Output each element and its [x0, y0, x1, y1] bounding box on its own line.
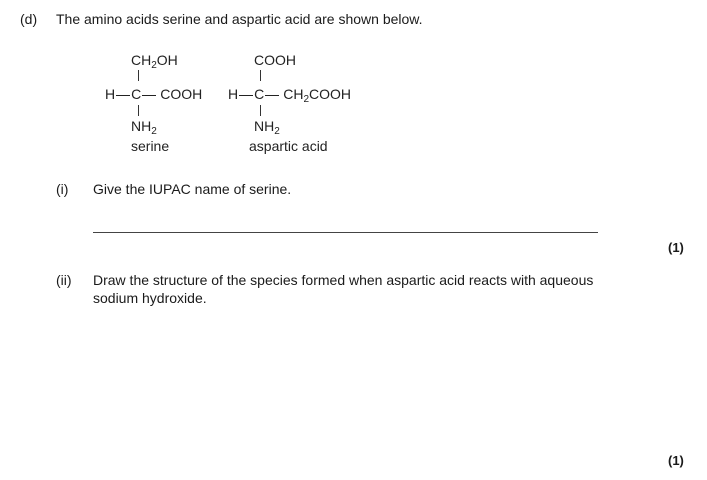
serine-top-bond — [138, 70, 139, 81]
question-intro: The amino acids serine and aspartic acid are shown below. — [56, 11, 423, 27]
aspartic-top-group: COOH — [254, 52, 296, 68]
aspartic-bottom-group: $NH_2$ — [254, 118, 280, 137]
serine-bottom-bond — [138, 105, 139, 116]
part-ii-label: (ii) — [56, 272, 72, 288]
serine-bottom-group: $NH_2$ — [131, 118, 157, 137]
aspartic-top-bond — [260, 70, 261, 81]
aspartic-bottom-bond — [260, 105, 261, 116]
part-ii-text-line1: Draw the structure of the species formed when aspartic acid reacts with aqueous — [93, 272, 594, 288]
part-i-text: Give the IUPAC name of serine. — [93, 181, 292, 197]
serine-top-group: $CH_2OH$ — [131, 52, 178, 71]
part-i-marks: (1) — [668, 240, 684, 255]
serine-name: serine — [131, 138, 170, 154]
aspartic-main-row: H C $CH_2COOH$ — [228, 86, 352, 105]
part-ii-marks: (1) — [668, 453, 684, 468]
answer-line[interactable] — [93, 232, 598, 233]
serine-main-row: H C COOH — [105, 86, 203, 102]
part-ii-text-line2: sodium hydroxide. — [93, 290, 207, 306]
question-label: (d) — [20, 11, 38, 27]
part-i-label: (i) — [56, 181, 69, 197]
aspartic-name: aspartic acid — [249, 138, 328, 154]
